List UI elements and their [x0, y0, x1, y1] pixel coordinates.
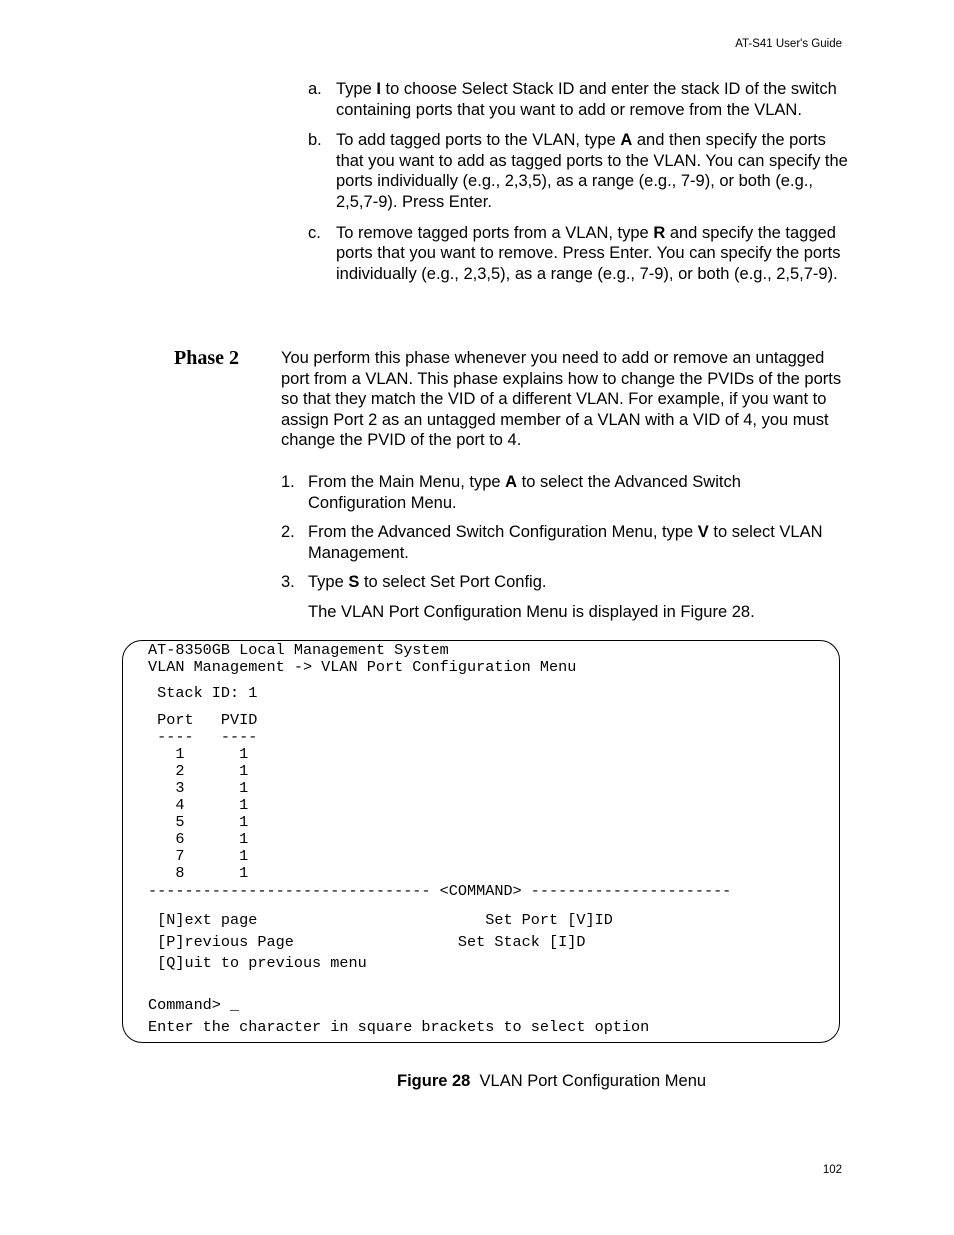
- figure-title: VLAN Port Configuration Menu: [470, 1072, 707, 1090]
- running-header: AT-S41 User's Guide: [735, 38, 842, 50]
- step-3: [281, 572, 841, 593]
- command-divider: ------------------------------- <COMMAND> ----------------------: [148, 882, 732, 900]
- command-options: [N]ext page Set Port [V]ID [P]revious Page Set Stack [I]D [Q]uit to previous menu: [157, 911, 613, 972]
- key-letter: R: [653, 223, 666, 242]
- phase-heading: Phase 2: [174, 347, 239, 369]
- sub-step-letter: b.: [308, 131, 322, 150]
- stack-id-line: Stack ID: 1: [148, 684, 258, 702]
- figure-caption: [397, 1072, 706, 1091]
- sub-step-letter: c.: [308, 223, 321, 242]
- terminal-title: AT-8350GB Local Management System VLAN Management -> VLAN Port Configuration Menu: [148, 641, 577, 676]
- figure-label: Figure 28: [397, 1072, 471, 1090]
- step-text: Type S to select Set Port Config.: [308, 573, 547, 592]
- key-letter: I: [376, 80, 381, 98]
- sub-step-text: To remove tagged ports from a VLAN, type R and specify the tagged ports that you want to remove. Press Enter. You can specify the ports individually (e.g., 2,3,5), as a range (e.g., 7-9), or both (e.g., 2,5,7-9).: [336, 223, 841, 283]
- step-number: 3.: [281, 573, 295, 592]
- sub-step-text: Type I to choose Select Stack ID and enter the stack ID of the switch containing ports that you want to add or remove from the VLAN.: [336, 80, 837, 119]
- sub-step-b: [308, 130, 848, 212]
- sub-step-text: To add tagged ports to the VLAN, type A and then specify the ports that you want to add as tagged ports to the VLAN. You can specify the ports individually (e.g., 2,3,5), as a range (e.g., 7-9), or both (e.g., 2,5,7-9). Press Enter.: [336, 131, 848, 211]
- command-prompt: Command> _: [148, 996, 240, 1014]
- step-list: [281, 472, 841, 623]
- step-text: From the Advanced Switch Configuration Menu, type V to select VLAN Management.: [308, 523, 823, 562]
- key-letter: S: [348, 573, 360, 592]
- phase-paragraph: You perform this phase whenever you need to add or remove an untagged port from a VLAN. This phase explains how to change the PVIDs of the ports so that they match the VID of a different VLAN. For example, if you want to assign Port 2 as an untagged member of a VLAN with a VID of 4, you must change the PVID of the port to 4.: [281, 349, 842, 450]
- prompt-hint: Enter the character in square brackets to select option: [148, 1018, 650, 1036]
- sub-step-c: [308, 223, 848, 285]
- step-number: 2.: [281, 523, 295, 542]
- sub-step-list: [308, 79, 848, 294]
- port-pvid-table: Port PVID ---- ---- 1 1 2 1 3 1 4 1 5 1 6 1 7 1 8 1: [157, 711, 258, 882]
- step-1: [281, 472, 841, 513]
- step-2: [281, 522, 841, 563]
- page-number: 102: [822, 1164, 842, 1176]
- step-result: The VLAN Port Configuration Menu is displayed in Figure 28.: [308, 602, 755, 621]
- step-number: 1.: [281, 473, 295, 491]
- key-letter: A: [620, 131, 633, 150]
- key-letter: A: [505, 473, 518, 491]
- key-letter: V: [697, 523, 709, 542]
- sub-step-a: [308, 79, 848, 120]
- step-text: From the Main Menu, type A to select the Advanced Switch Configuration Menu.: [308, 473, 741, 512]
- sub-step-letter: a.: [308, 80, 322, 98]
